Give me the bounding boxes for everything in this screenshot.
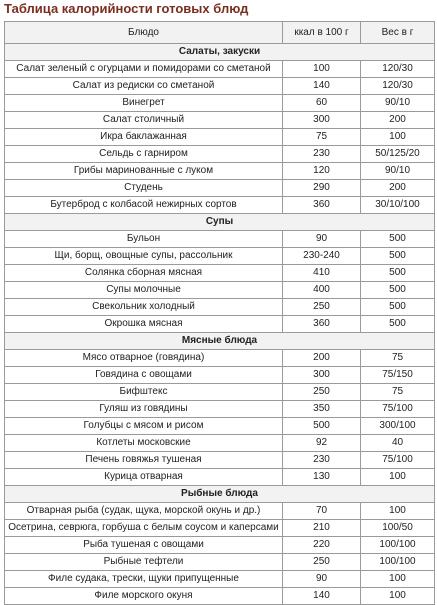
dish-name-cell: Бутерброд с колбасой нежирных сортов bbox=[5, 197, 283, 214]
section-title: Мясные блюда bbox=[5, 333, 435, 350]
table-row bbox=[5, 418, 435, 435]
dish-name-cell: Солянка сборная мясная bbox=[5, 265, 283, 282]
weight-cell: 200 bbox=[361, 112, 435, 129]
weight-cell: 100/100 bbox=[361, 554, 435, 571]
kcal-cell: 290 bbox=[283, 180, 361, 197]
weight-cell: 75/100 bbox=[361, 452, 435, 469]
kcal-cell: 70 bbox=[283, 503, 361, 520]
kcal-cell: 410 bbox=[283, 265, 361, 282]
dish-name-cell: Салат из редиски со сметаной bbox=[5, 78, 283, 95]
weight-cell: 300/100 bbox=[361, 418, 435, 435]
weight-cell: 200 bbox=[361, 180, 435, 197]
table-row bbox=[5, 231, 435, 248]
kcal-cell: 400 bbox=[283, 282, 361, 299]
kcal-cell: 360 bbox=[283, 197, 361, 214]
kcal-cell: 230 bbox=[283, 452, 361, 469]
kcal-cell: 350 bbox=[283, 401, 361, 418]
table-row bbox=[5, 129, 435, 146]
weight-cell: 90/10 bbox=[361, 163, 435, 180]
table-row bbox=[5, 401, 435, 418]
dish-name-cell: Бульон bbox=[5, 231, 283, 248]
weight-cell: 100 bbox=[361, 503, 435, 520]
table-row bbox=[5, 503, 435, 520]
kcal-cell: 140 bbox=[283, 588, 361, 605]
table-row bbox=[5, 299, 435, 316]
table-row bbox=[5, 282, 435, 299]
table-row bbox=[5, 146, 435, 163]
weight-cell: 500 bbox=[361, 316, 435, 333]
dish-name-cell: Грибы маринованные с луком bbox=[5, 163, 283, 180]
weight-cell: 100/100 bbox=[361, 537, 435, 554]
table-row bbox=[5, 571, 435, 588]
weight-cell: 50/125/20 bbox=[361, 146, 435, 163]
weight-cell: 100 bbox=[361, 129, 435, 146]
kcal-cell: 500 bbox=[283, 418, 361, 435]
kcal-cell: 130 bbox=[283, 469, 361, 486]
table-row bbox=[5, 452, 435, 469]
weight-cell: 500 bbox=[361, 265, 435, 282]
weight-cell: 30/10/100 bbox=[361, 197, 435, 214]
table-row bbox=[5, 61, 435, 78]
dish-name-cell: Печень говяжья тушеная bbox=[5, 452, 283, 469]
kcal-cell: 250 bbox=[283, 299, 361, 316]
section-title: Салаты, закуски bbox=[5, 44, 435, 61]
weight-cell: 40 bbox=[361, 435, 435, 452]
weight-cell: 120/30 bbox=[361, 78, 435, 95]
weight-cell: 500 bbox=[361, 231, 435, 248]
section-row bbox=[5, 333, 435, 350]
table-body bbox=[5, 44, 435, 605]
dish-name-cell: Окрошка мясная bbox=[5, 316, 283, 333]
table-row bbox=[5, 180, 435, 197]
header-row bbox=[5, 22, 435, 44]
dish-name-cell: Винегрет bbox=[5, 95, 283, 112]
kcal-cell: 300 bbox=[283, 367, 361, 384]
weight-cell: 100 bbox=[361, 588, 435, 605]
table-row bbox=[5, 554, 435, 571]
column-header-weight: Вес в г bbox=[361, 22, 435, 44]
kcal-cell: 210 bbox=[283, 520, 361, 537]
calorie-table bbox=[4, 21, 435, 605]
kcal-cell: 100 bbox=[283, 61, 361, 78]
weight-cell: 75/100 bbox=[361, 401, 435, 418]
kcal-cell: 92 bbox=[283, 435, 361, 452]
dish-name-cell: Икра баклажанная bbox=[5, 129, 283, 146]
weight-cell: 100 bbox=[361, 469, 435, 486]
table-row bbox=[5, 537, 435, 554]
table-row bbox=[5, 367, 435, 384]
table-row bbox=[5, 588, 435, 605]
table-row bbox=[5, 197, 435, 214]
weight-cell: 75/150 bbox=[361, 367, 435, 384]
dish-name-cell: Голубцы с мясом и рисом bbox=[5, 418, 283, 435]
page-title: Таблица калорийности готовых блюд bbox=[4, 1, 249, 16]
dish-name-cell: Курица отварная bbox=[5, 469, 283, 486]
kcal-cell: 300 bbox=[283, 112, 361, 129]
weight-cell: 500 bbox=[361, 299, 435, 316]
dish-name-cell: Рыба тушеная с овощами bbox=[5, 537, 283, 554]
dish-name-cell: Бифштекс bbox=[5, 384, 283, 401]
weight-cell: 500 bbox=[361, 282, 435, 299]
table-row bbox=[5, 163, 435, 180]
dish-name-cell: Мясо отварное (говядина) bbox=[5, 350, 283, 367]
kcal-cell: 220 bbox=[283, 537, 361, 554]
section-row bbox=[5, 44, 435, 61]
kcal-cell: 250 bbox=[283, 554, 361, 571]
weight-cell: 90/10 bbox=[361, 95, 435, 112]
table-head bbox=[5, 22, 435, 44]
dish-name-cell: Сельдь с гарниром bbox=[5, 146, 283, 163]
kcal-cell: 230-240 bbox=[283, 248, 361, 265]
table-row bbox=[5, 469, 435, 486]
weight-cell: 75 bbox=[361, 384, 435, 401]
table-row bbox=[5, 265, 435, 282]
dish-name-cell: Салат столичный bbox=[5, 112, 283, 129]
table-row bbox=[5, 520, 435, 537]
weight-cell: 120/30 bbox=[361, 61, 435, 78]
section-title: Супы bbox=[5, 214, 435, 231]
column-header-kcal: ккал в 100 г bbox=[283, 22, 361, 44]
kcal-cell: 140 bbox=[283, 78, 361, 95]
dish-name-cell: Осетрина, севрюга, горбуша с белым соусом и каперсами bbox=[5, 520, 283, 537]
table-row bbox=[5, 435, 435, 452]
dish-name-cell: Говядина с овощами bbox=[5, 367, 283, 384]
dish-name-cell: Салат зеленый с огурцами и помидорами со сметаной bbox=[5, 61, 283, 78]
weight-cell: 75 bbox=[361, 350, 435, 367]
dish-name-cell: Свекольник холодный bbox=[5, 299, 283, 316]
section-row bbox=[5, 486, 435, 503]
table-row bbox=[5, 112, 435, 129]
dish-name-cell: Щи, борщ, овощные супы, рассольник bbox=[5, 248, 283, 265]
table-row bbox=[5, 78, 435, 95]
dish-name-cell: Филе морского окуня bbox=[5, 588, 283, 605]
weight-cell: 100/50 bbox=[361, 520, 435, 537]
dish-name-cell: Отварная рыба (судак, щука, морской окунь и др.) bbox=[5, 503, 283, 520]
section-title: Рыбные блюда bbox=[5, 486, 435, 503]
section-row bbox=[5, 214, 435, 231]
weight-cell: 500 bbox=[361, 248, 435, 265]
kcal-cell: 200 bbox=[283, 350, 361, 367]
kcal-cell: 360 bbox=[283, 316, 361, 333]
kcal-cell: 250 bbox=[283, 384, 361, 401]
dish-name-cell: Филе судака, трески, щуки припущенные bbox=[5, 571, 283, 588]
table-row bbox=[5, 350, 435, 367]
dish-name-cell: Рыбные тефтели bbox=[5, 554, 283, 571]
kcal-cell: 60 bbox=[283, 95, 361, 112]
dish-name-cell: Гуляш из говядины bbox=[5, 401, 283, 418]
table-row bbox=[5, 316, 435, 333]
table-row bbox=[5, 248, 435, 265]
dish-name-cell: Супы молочные bbox=[5, 282, 283, 299]
column-header-dish: Блюдо bbox=[5, 22, 283, 44]
dish-name-cell: Студень bbox=[5, 180, 283, 197]
kcal-cell: 120 bbox=[283, 163, 361, 180]
weight-cell: 100 bbox=[361, 571, 435, 588]
table-row bbox=[5, 384, 435, 401]
table-row bbox=[5, 95, 435, 112]
kcal-cell: 75 bbox=[283, 129, 361, 146]
kcal-cell: 230 bbox=[283, 146, 361, 163]
dish-name-cell: Котлеты московские bbox=[5, 435, 283, 452]
kcal-cell: 90 bbox=[283, 571, 361, 588]
kcal-cell: 90 bbox=[283, 231, 361, 248]
